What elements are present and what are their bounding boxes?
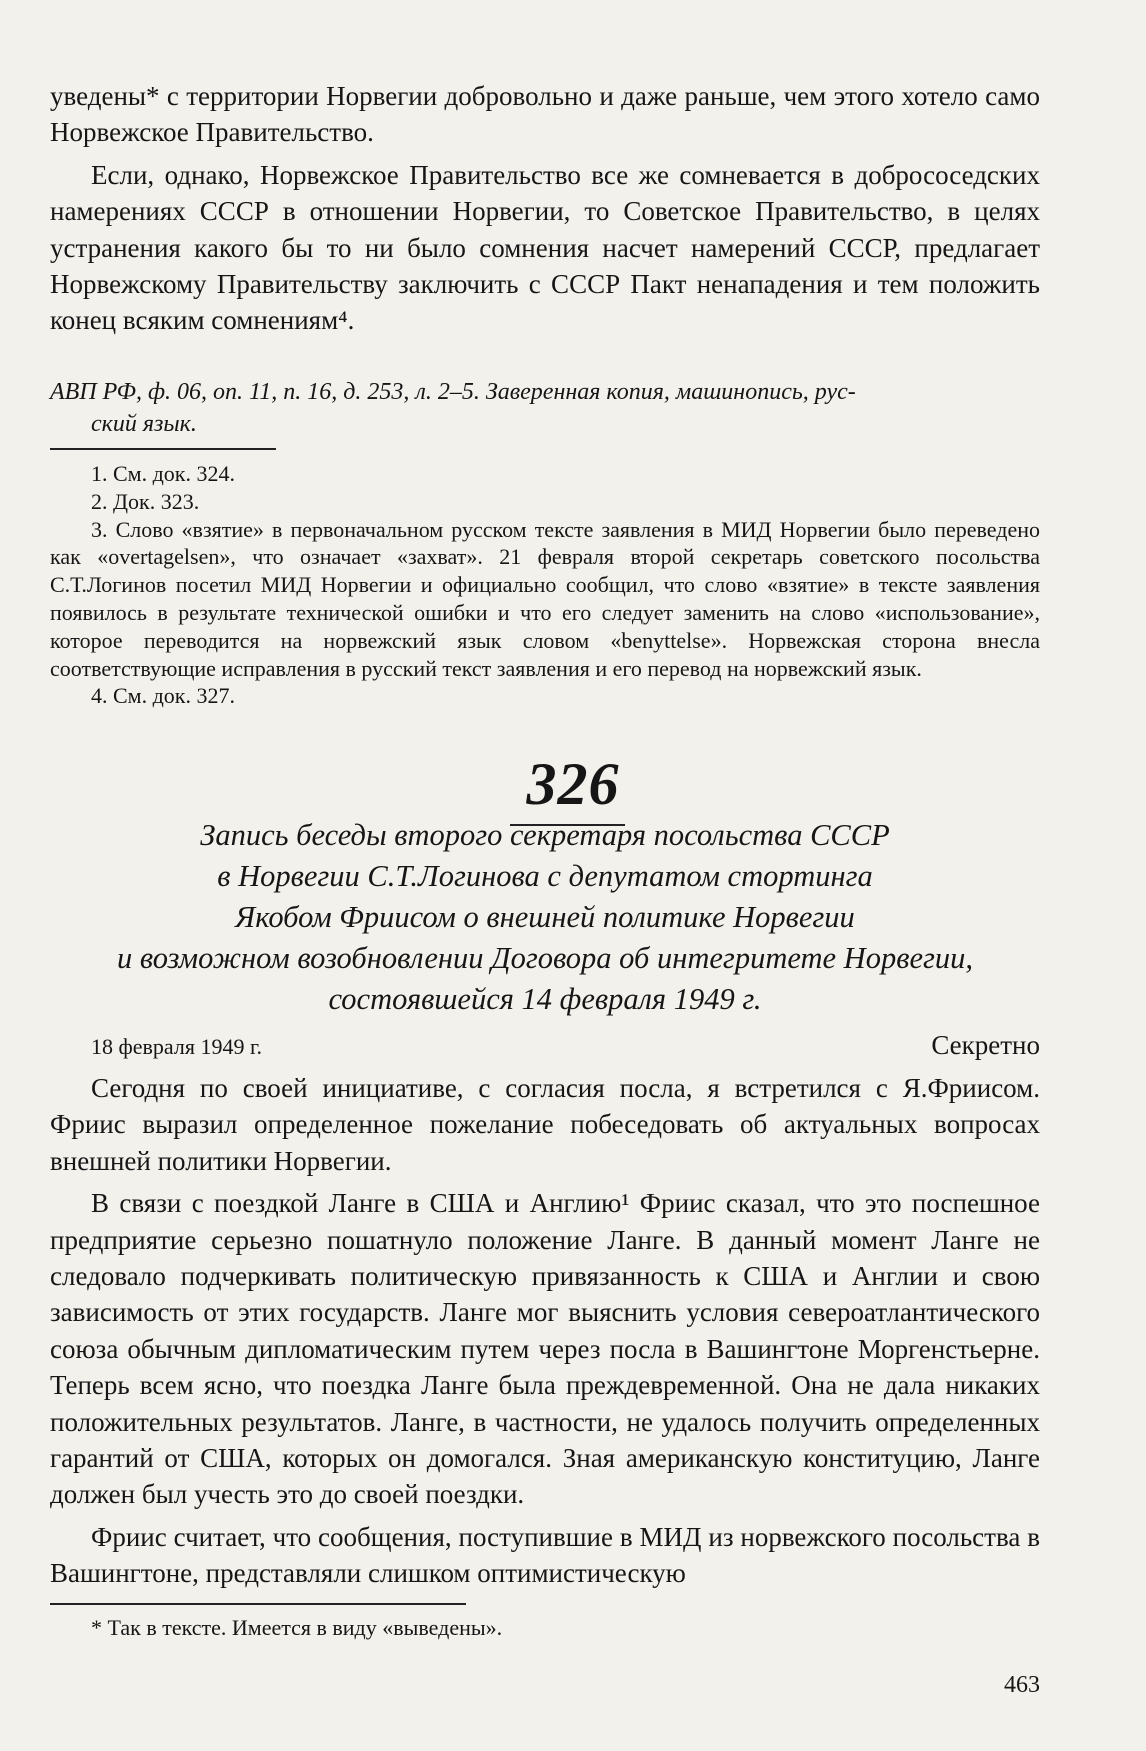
notes-divider — [50, 448, 276, 450]
notes — [50, 460, 1040, 710]
title-line: в Норвегии С.Т.Логинова с депутатом стортинга — [217, 859, 873, 893]
page-number: 463 — [1004, 1672, 1040, 1698]
document-date: 18 февраля 1949 г. — [91, 1034, 263, 1059]
footnote-text: * Так в тексте. Имеется в виду «выведены». — [91, 1615, 503, 1640]
document-number: 326 — [526, 751, 620, 817]
body-text — [50, 1070, 1040, 1592]
archive-reference — [50, 376, 1040, 440]
top-text — [50, 78, 1040, 339]
date-row — [50, 1030, 1040, 1061]
title-line: Запись беседы второго секретаря посольства СССР — [200, 818, 890, 852]
paragraph: уведены* с территории Норвегии добровольно и даже раньше, чем этого хотело само Норвежское Правительство. — [50, 81, 1040, 148]
note-item: 2. Док. 323. — [91, 488, 200, 514]
classification-label: Секретно — [931, 1030, 1040, 1060]
paragraph: Сегодня по своей инициативе, с согласия посла, я встретился с Я.Фриисом. Фриис выразил определенное пожелание побеседовать об актуальных вопросах внешней политики Норвегии. — [50, 1073, 1040, 1176]
title-line: Якобом Фриисом о внешней политике Норвегии — [235, 900, 855, 934]
paragraph: Фриис считает, что сообщения, поступившие в МИД из норвежского посольства в Вашингтоне, представляли слишком оптимистическую — [50, 1521, 1040, 1589]
archive-reference-line-1: АВП РФ, ф. 06, оп. 11, п. 16, д. 253, л. 2–5. Заверенная копия, машинопись, рус- — [50, 379, 856, 405]
note-item: 3. Слово «взятие» в первоначальном русском тексте заявления в МИД Норвегии было переведено как «overtagelsen», что означает «захват». 21 февраля второй секретарь советского посольства С.Т.Логинов посетил МИД Норвегии и официально сообщил, что слово «взятие» в тексте заявления появилось в результате технической ошибки и что его следует заменить на слово «использование», которое переводится на норвежский язык словом «benyttelse». Норвежская сторона внесла соответствующие исправления в русский текст заявления и его перевод на норвежский язык. — [50, 516, 1040, 681]
note-item: 4. См. док. 327. — [91, 683, 235, 709]
footnote-divider — [50, 1603, 466, 1605]
title-line: и возможном возобновлении Договора об интегритете Норвегии, — [116, 941, 974, 975]
page-footnote — [50, 1614, 1040, 1642]
document-title — [50, 815, 1040, 1020]
archive-reference-line-2: ский язык. — [91, 411, 197, 437]
title-line: состоявшейся 14 февраля 1949 г. — [328, 982, 762, 1016]
note-item: 1. См. док. 324. — [91, 461, 235, 486]
paragraph: В связи с поездкой Ланге в США и Англию¹ Фриис сказал, что это поспешное предприятие серьезно пошатнуло положение Ланге. В данный момент Ланге не следовало подчеркивать политическую привязанность к США и Англии и свою зависимость от этих государств. Ланге мог выяснить условия североатлантического союза обычным дипломатическим путем через посла в Вашингтоне Моргенстьерне. Теперь всем ясно, что поездка Ланге была преждевременной. Она не дала никаких положительных результатов. Ланге, в частности, не удалось получить определенных гарантий от США, которых он домогался. Зная американскую конституцию, Ланге должен был учесть это до своей поездки. — [50, 1188, 1040, 1510]
paragraph: Если, однако, Норвежское Правительство все же сомневается в добрососедских намерениях СССР в отношении Норвегии, то Советское Правительство, в целях устранения какого бы то ни было сомнения насчет намерений СССР, предлагает Норвежскому Правительству заключить с СССР Пакт ненападения и тем положить конец всяким сомнениям⁴. — [50, 159, 1040, 336]
